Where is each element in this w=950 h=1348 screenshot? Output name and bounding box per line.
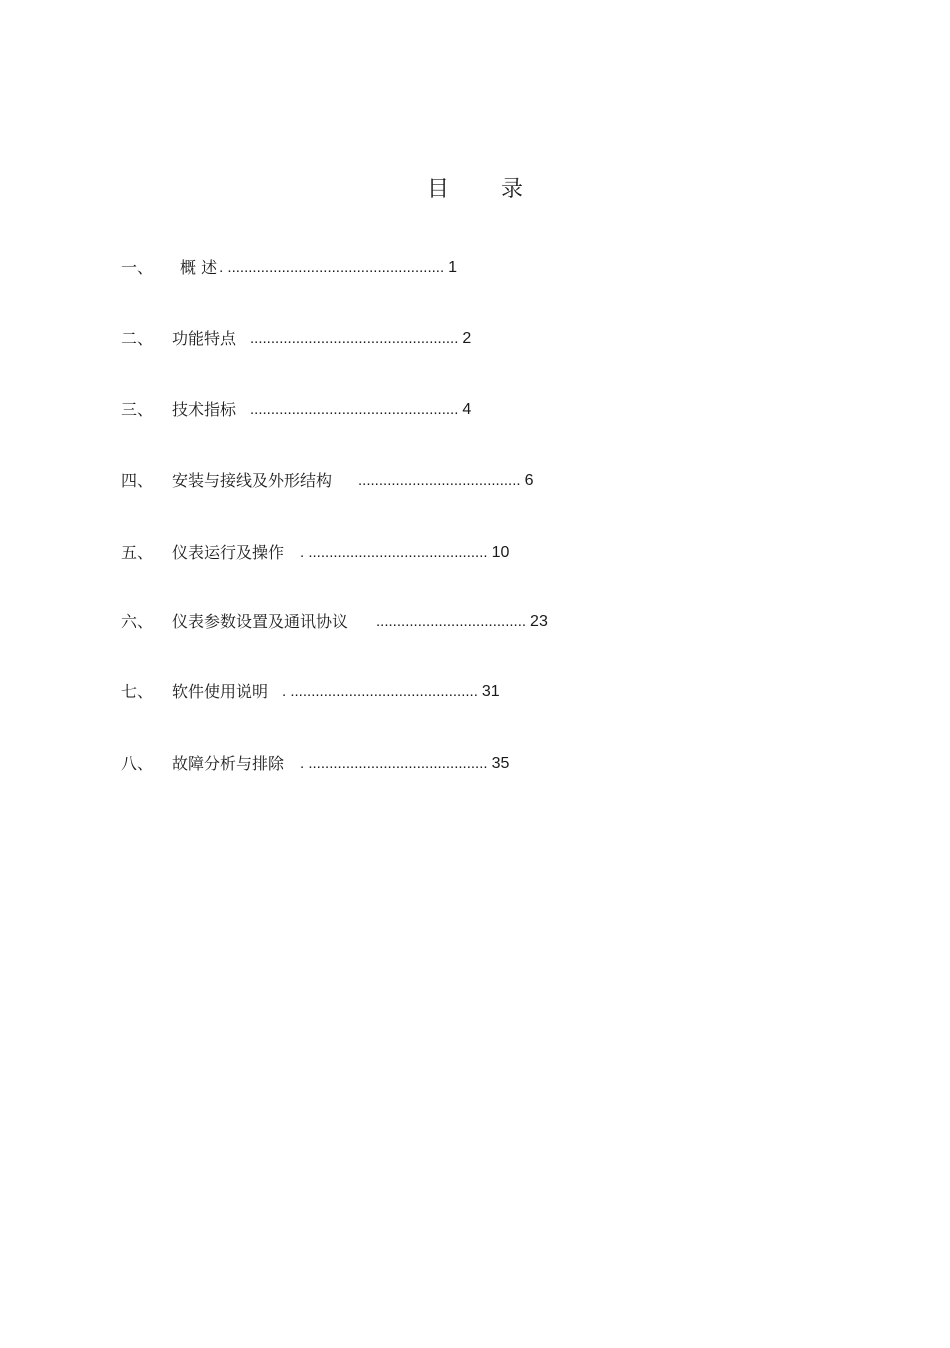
toc-entry-label: 技术指标 <box>172 400 237 419</box>
toc-entry-page: 4 <box>462 401 472 418</box>
toc-entry-number: 六、 <box>121 612 154 631</box>
toc-entry-label: 安装与接线及外形结构 <box>172 471 333 490</box>
toc-entry-number: 四、 <box>121 471 154 490</box>
toc-entry-8[interactable] <box>121 753 509 775</box>
title-char-1: 目 <box>426 177 449 202</box>
toc-entry-page: 6 <box>524 472 534 489</box>
toc-entry-number: 一、 <box>121 258 154 277</box>
toc-entry-page: 31 <box>481 683 500 700</box>
toc-entry-7[interactable] <box>121 681 500 703</box>
toc-entry-number: 二、 <box>121 329 154 348</box>
toc-entry-6[interactable] <box>121 611 548 633</box>
toc-entry-3[interactable] <box>121 399 471 421</box>
toc-entry-5[interactable] <box>121 542 509 564</box>
toc-entry-page: 10 <box>491 544 510 561</box>
toc-entry-page: 23 <box>530 613 548 630</box>
toc-entry-1[interactable] <box>121 257 457 279</box>
toc-entry-label: 故障分析与排除 <box>172 754 285 773</box>
toc-entry-2[interactable] <box>121 328 471 350</box>
toc-entry-4[interactable] <box>121 470 533 492</box>
toc-entry-number: 七、 <box>121 682 154 701</box>
toc-entry-leader: .................................................. <box>250 401 459 418</box>
toc-entry-leader: .................................................. <box>250 330 459 347</box>
toc-entry-label: 仪表参数设置及通讯协议 <box>172 612 349 631</box>
toc-entry-number: 五、 <box>121 543 154 562</box>
toc-entry-label: 仪表运行及操作 <box>172 543 285 562</box>
toc-entry-leader: ....................................... <box>358 472 521 489</box>
toc-entry-leader: .................................... <box>376 613 527 630</box>
toc-entry-page: 2 <box>462 330 472 347</box>
toc-entry-number: 三、 <box>121 400 154 419</box>
toc-entry-leader: . ............................................. <box>282 683 478 700</box>
title-char-2: 录 <box>501 177 524 202</box>
toc-entry-page: 1 <box>448 259 458 276</box>
toc-entry-label: 软件使用说明 <box>172 682 269 701</box>
toc-entry-number: 八、 <box>121 754 154 773</box>
toc-entry-label: 概 述 <box>180 258 218 277</box>
toc-entry-label: 功能特点 <box>172 329 237 348</box>
toc-entry-leader: . ........................................... <box>300 544 488 561</box>
toc-entry-page: 35 <box>491 755 510 772</box>
toc-entry-leader: . ........................................... <box>300 755 488 772</box>
toc-entry-leader: . .................................................... <box>219 259 445 276</box>
